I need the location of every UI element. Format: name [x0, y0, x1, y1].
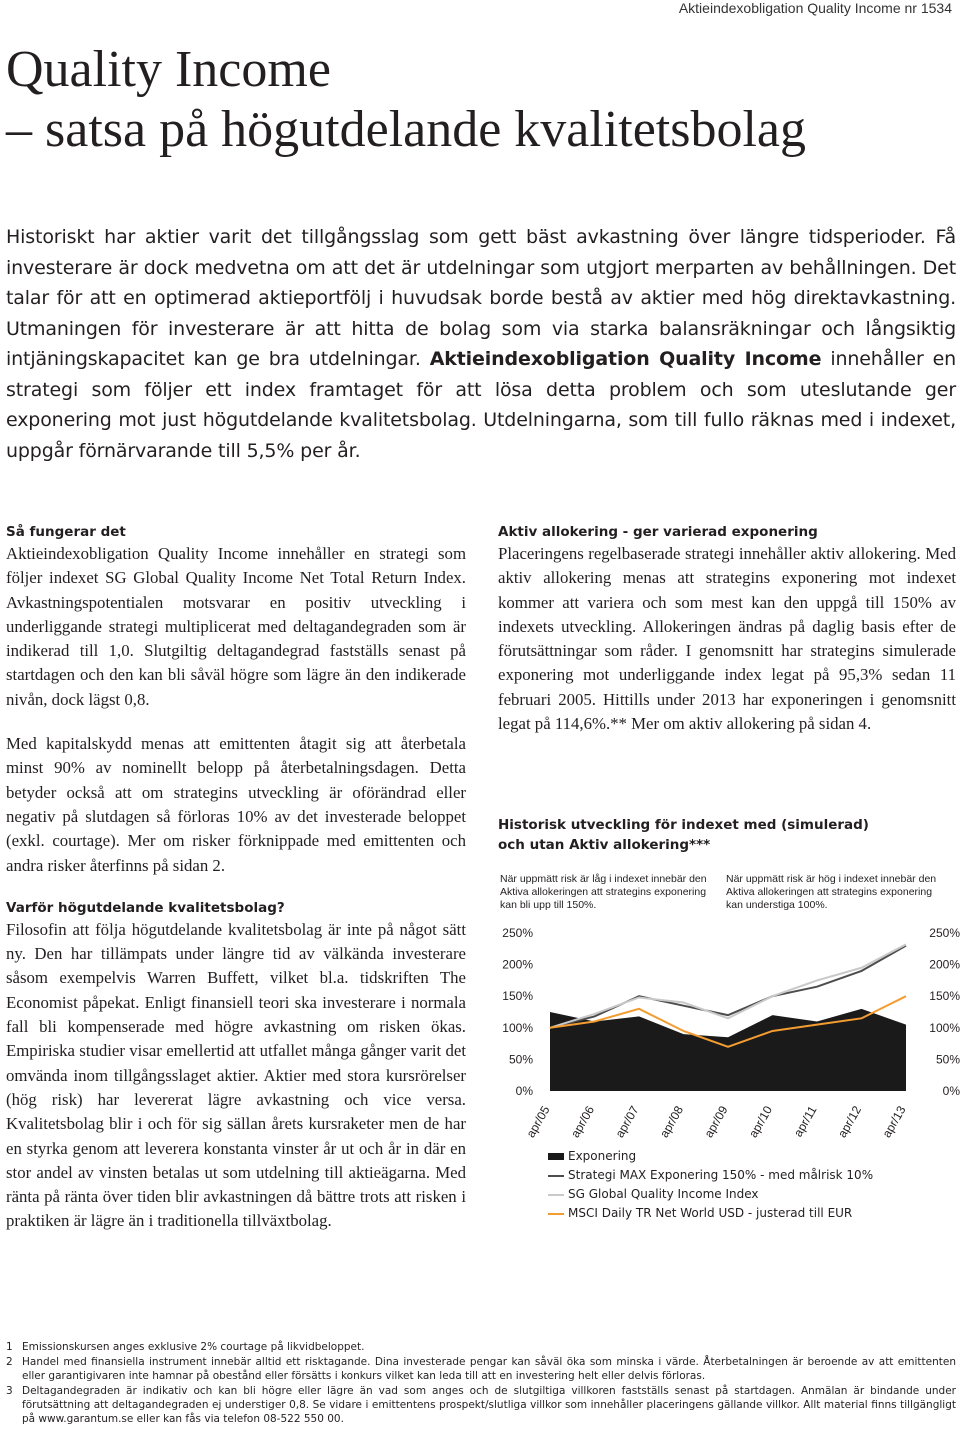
chart-title-line-2: och utan Aktiv allokering*** — [498, 837, 711, 853]
document-reference: Aktieindexobligation Quality Income nr 1534 — [678, 0, 952, 16]
x-tick-label: apr/07 — [612, 1103, 642, 1140]
x-tick-label: apr/13 — [879, 1103, 909, 1140]
footnote-text: Emissionskursen anges exklusive 2% courtage på likvidbeloppet. — [22, 1341, 365, 1353]
heading-how-it-works: Så fungerar det — [6, 524, 126, 540]
y-tick-label-left: 150% — [502, 989, 533, 1004]
chart-note-left: När uppmätt risk är låg i indexet innebär den Aktiva allokeringen att strategins exponering kan bli upp till 150%. — [500, 873, 707, 911]
y-tick-label-left: 50% — [508, 1052, 533, 1067]
legend-label: Exponering — [568, 1149, 637, 1163]
heading-why-quality: Varför högutdelande kvalitetsbolag? — [6, 899, 285, 916]
x-tick-label: apr/06 — [567, 1103, 598, 1140]
intro-text-1: Historiskt har aktier varit det tillgångsslag som gett bäst avkastning över längre tidsperioder. Få investerare är dock medvetna om att det är utdelningar som utgjort merparten av behållningen. Det talar för att en optimerad aktieportfölj i huvudsak borde bestå av aktier med hög direktavkastning. Utmaningen för investerare är att hitta de bolag som via starka balansräkningar och långsiktig intjäningskapacitet kan ge bra utdelningar. — [6, 226, 956, 370]
footnote-text: Handel med finansiella instrument innebär alltid ett risktagande. Dina investerade pengar kan såväl öka som minska i värde. Återbetalningen är beroende av att emittenten eller garantigivaren inte hamnar på obestånd eller försätts i konkurs vilket kan leda till att en investering helt eller delvis förloras. — [22, 1356, 956, 1382]
y-tick-label-left: 250% — [502, 926, 533, 940]
intro-paragraph — [6, 222, 956, 466]
paragraph-why-quality: Filosofin att följa högutdelande kvalitetsbolag är inte på något sätt ny. Den har tillämpats under längre tid av välkända investerare såsom exempelvis Warren Buffett, vilket bl.a. tidskriften The Economist påpekat. Enligt finansiell teori ska investerare i normala fall bli kompenserade med högre avkastning om risken ökas. Empiriska studier visar emellertid att utfallet många gånger varit det omvända inom tillgångsslaget aktier. Aktier med stora kursrörelser (hög risk) har levererat lägre avkastning och vice versa. Kvalitetsbolag blir i och för sig sällan årets kursraketer men de har en styrka genom att leverera konstanta vinster år ut och år in där en stor andel av vinsten betalas ut som utdelning till aktieägarna. Med ränta på ränta över tiden blir avkastningen då bättre trots att risken i praktiken är lägre än i traditionella tillväxtbolag. — [6, 919, 466, 1231]
chart-svg — [498, 815, 960, 1235]
y-tick-label-right: 200% — [929, 957, 960, 972]
y-tick-label-right: 50% — [935, 1052, 960, 1067]
x-tick-label: apr/11 — [790, 1103, 820, 1140]
y-tick-label-right: 150% — [929, 989, 960, 1004]
y-tick-label-left: 0% — [515, 1084, 533, 1098]
legend-label: Strategi MAX Exponering 150% - med målrisk 10% — [568, 1168, 874, 1182]
paragraph-capital-protection: Med kapitalskydd menas att emittenten åtagit sig att återbetala minst 90% av nominellt belopp på återbetalningsdagen. Detta betyder också att om strategins utveckling är oförändrad eller negativ på slutdagen så förloras 10% av det investerade beloppet (exkl. courtage). Mer om risker förknippade med emittenten och andra risker återfinns på sidan 2. — [6, 734, 466, 875]
chart-title-line-1: Historisk utveckling för indexet med (simulerad) — [498, 817, 869, 833]
footnote — [6, 1340, 956, 1354]
chart-container — [498, 815, 960, 1235]
legend-swatch — [548, 1153, 564, 1160]
series-area-exponering — [550, 1009, 906, 1091]
page-title — [6, 40, 806, 160]
y-tick-label-right: 100% — [929, 1020, 960, 1035]
x-tick-label: apr/12 — [834, 1103, 865, 1140]
paragraph-how-it-works: Aktieindexobligation Quality Income innehåller en strategi som följer indexet SG Global Quality Income Net Total Return Index. Avkastningspotentialen motsvarar en positiv utveckling i underliggande strategi multiplicerat med deltagandegraden som är indikerad till 1,0. Slutgiltig deltagandegrad fastställs senast på startdagen och den kan bli såväl högre som lägre än den indikerade nivån, dock lägst 0,8. — [6, 544, 466, 709]
chart-note-right: När uppmätt risk är hög i indexet innebär den Aktiva allokeringen att strategins exponering kan understiga 100%. — [726, 873, 937, 911]
right-column — [498, 522, 956, 736]
y-tick-label-left: 200% — [502, 957, 533, 972]
intro-text-2: innehåller en strategi som följer ett index framtaget för att lösa detta problem och som uteslutande ger exponering mot just högutdelande kvalitetsbolag. Utdelningarna, som till fullo räknas med i indexet, uppgår förnärvarande till 5,5% per år. — [6, 348, 957, 462]
x-tick-label: apr/10 — [745, 1103, 776, 1140]
footnote-number: 3 — [6, 1385, 13, 1397]
intro-bold-product: Aktieindexobligation Quality Income — [429, 348, 822, 370]
legend-label: SG Global Quality Income Index — [568, 1187, 759, 1201]
title-line-2: – satsa på högutdelande kvalitetsbolag — [6, 101, 807, 158]
left-column — [6, 522, 466, 1234]
footnote-text: Deltagandegraden är indikativ och kan bli högre eller lägre än vad som anges och de slutgiltiga villkoren fastställs senast på startdagen. Anmälan är bindande under förutsättning att deltagandegraden ej understiger 0,8. Se vidare i emittentens prospekt/slutliga villkor som innehåller placeringens gällande villkor. Allt material finns tillgängligt på www.garantum.se eller kan fås via telefon 08-522 550 00. — [22, 1385, 956, 1425]
footnote — [6, 1355, 956, 1383]
heading-active-allocation: Aktiv allokering - ger varierad exponering — [498, 524, 818, 540]
x-tick-label: apr/08 — [656, 1103, 687, 1140]
x-tick-label: apr/09 — [701, 1103, 731, 1140]
paragraph-active-allocation: Placeringens regelbaserade strategi innehåller aktiv allokering. Med aktiv allokering menas att strategins exponering mot indexet kommer att variera och som mest kan den uppgå till 150% av indexets utveckling. Allokeringen ändras på daglig basis efter de förutsättningar som råder. I genomsnitt har strategins simulerade exponering mot underliggande index legat på 95,3% sedan 11 februari 2005. Hittills under 2013 har exponeringen i genomsnitt legat på 114,6%.** Mer om aktiv allokering på sidan 4. — [498, 544, 956, 734]
footnotes — [6, 1340, 956, 1427]
footnote-number: 1 — [6, 1341, 13, 1353]
footnote — [6, 1384, 956, 1426]
footnote-number: 2 — [6, 1356, 13, 1368]
title-line-1: Quality Income — [6, 41, 331, 98]
legend-label: MSCI Daily TR Net World USD - justerad till EUR — [568, 1206, 853, 1220]
y-tick-label-right: 0% — [942, 1084, 960, 1098]
y-tick-label-right: 250% — [929, 926, 960, 940]
x-tick-label: apr/05 — [523, 1103, 553, 1140]
y-tick-label-left: 100% — [502, 1020, 533, 1035]
